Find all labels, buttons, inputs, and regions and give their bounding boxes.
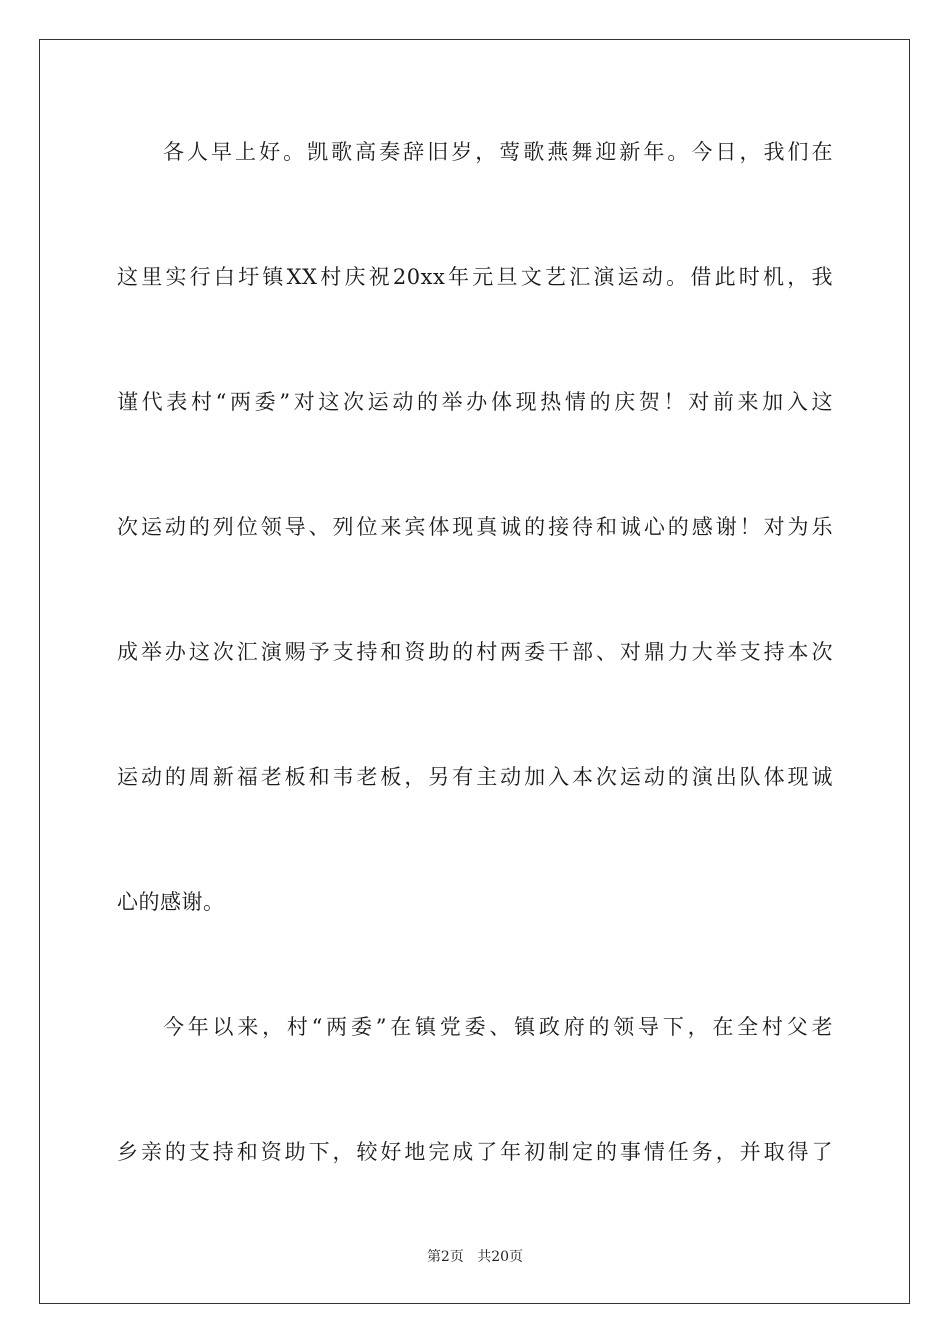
footer-separator [464, 1249, 477, 1265]
paragraph-line-1: 各人早上好。凯歌高奏辞旧岁，莺歌燕舞迎新年。今日，我们在 [163, 140, 833, 164]
paragraph-line-7: 心的感谢。 [117, 890, 225, 914]
page-number: 第2页 [426, 1249, 464, 1265]
paragraph-line-3: 谨代表村“两委”对这次运动的举办体现热情的庆贺！对前来加入这 [117, 390, 833, 414]
page-footer [0, 1247, 950, 1267]
paragraph-line-8: 今年以来，村“两委”在镇党委、镇政府的领导下，在全村父老 [163, 1015, 833, 1039]
paragraph-line-9: 乡亲的支持和资助下，较好地完成了年初制定的事情任务，并取得了 [117, 1140, 833, 1164]
paragraph-line-5: 成举办这次汇演赐予支持和资助的村两委干部、对鼎力大举支持本次 [117, 640, 833, 664]
page-total: 共20页 [477, 1249, 524, 1265]
page-border [39, 39, 910, 1304]
paragraph-line-4: 次运动的列位领导、列位来宾体现真诚的接待和诚心的感谢！对为乐 [117, 515, 833, 539]
paragraph-line-6: 运动的周新福老板和韦老板，另有主动加入本次运动的演出队体现诚 [117, 765, 833, 789]
paragraph-line-2: 这里实行白圩镇XX村庆祝20xx年元旦文艺汇演运动。借此时机，我 [117, 265, 833, 289]
